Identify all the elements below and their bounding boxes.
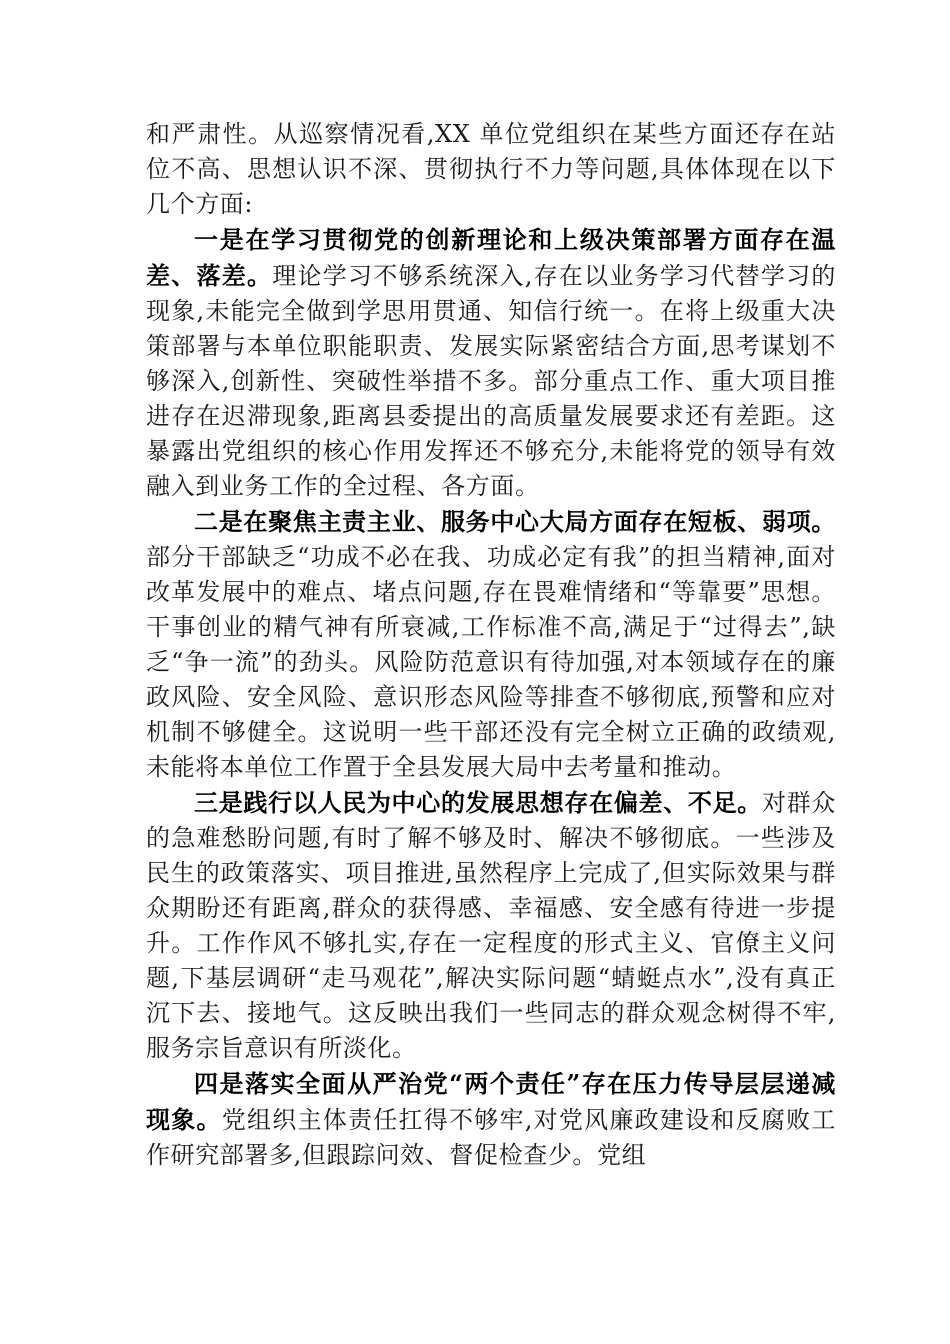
paragraph-point-2 (146, 504, 836, 785)
document-body (146, 117, 836, 1173)
paragraph-lead: 三是践行以人民为中心的发展思想存在偏差、不足。 (194, 788, 762, 817)
paragraph-text: 党组织主体责任扛得不够牢,对党风廉政建设和反腐败工作研究部署多,但跟踪问效、督促检查少。党组 (146, 1106, 836, 1169)
paragraph-point-1 (146, 222, 836, 504)
paragraph-text: 对群众的急难愁盼问题,有时了解不够及时、解决不够彻底。一些涉及民生的政策落实、项目推进,虽然程序上完成了,但实际效果与群众期盼还有距离,群众的获得感、幸福感、安全感有待进一步提升。工作作风不够扎实,存在一定程度的形式主义、官僚主义问题,下基层调研“走马观花”,解决实际问题“蜻蜓点水”,没有真正沉下去、接地气。这反映出我们一些同志的群众观念树得不牢,服务宗旨意识有所淡化。 (146, 789, 836, 1062)
paragraph-intro (146, 117, 836, 222)
paragraph-point-3 (146, 785, 836, 1066)
paragraph-text: 理论学习不够系统深入,存在以业务学习代替学习的现象,未能完全做到学思用贯通、知信行统一。在将上级重大决策部署与本单位职能职责、发展实际紧密结合方面,思考谋划不够深入,创新性、突破性举措不多。部分重点工作、重大项目推进存在迟滞现象,距离县委提出的高质量发展要求还有差距。这暴露出党组织的核心作用发挥还不够充分,未能将党的领导有效融入到业务工作的全过程、各方面。 (146, 262, 837, 500)
paragraph-point-4 (146, 1066, 836, 1173)
paragraph-lead: 二是在聚焦主责主业、服务中心大局方面存在短板、弱项。 (194, 507, 836, 536)
paragraph-text: 和严肃性。从巡察情况看,XX 单位党组织在某些方面还存在站位不高、思想认识不深、贯彻执行不力等问题,具体体现在以下几个方面: (146, 120, 836, 218)
paragraph-lead: 一是在学习贯彻党的创新理论和上级决策部署方面存在温差、落差。 (146, 225, 836, 290)
paragraph-text: 部分干部缺乏“功成不必在我、功成必定有我”的担当精神,面对改革发展中的难点、堵点问题,存在畏难情绪和“等靠要”思想。干事创业的精气神有所衰减,工作标准不高,满足于“过得去”,缺乏“争一流”的劲头。风险防范意识有待加强,对本领域存在的廉政风险、安全风险、意识形态风险等排查不够彻底,预警和应对机制不够健全。这说明一些干部还没有完全树立正确的政绩观,未能将本单位工作置于全县发展大局中去考量和推动。 (146, 543, 836, 781)
paragraph-lead: 四是落实全面从严治党“两个责任”存在压力传导层层递减现象。 (146, 1069, 836, 1134)
